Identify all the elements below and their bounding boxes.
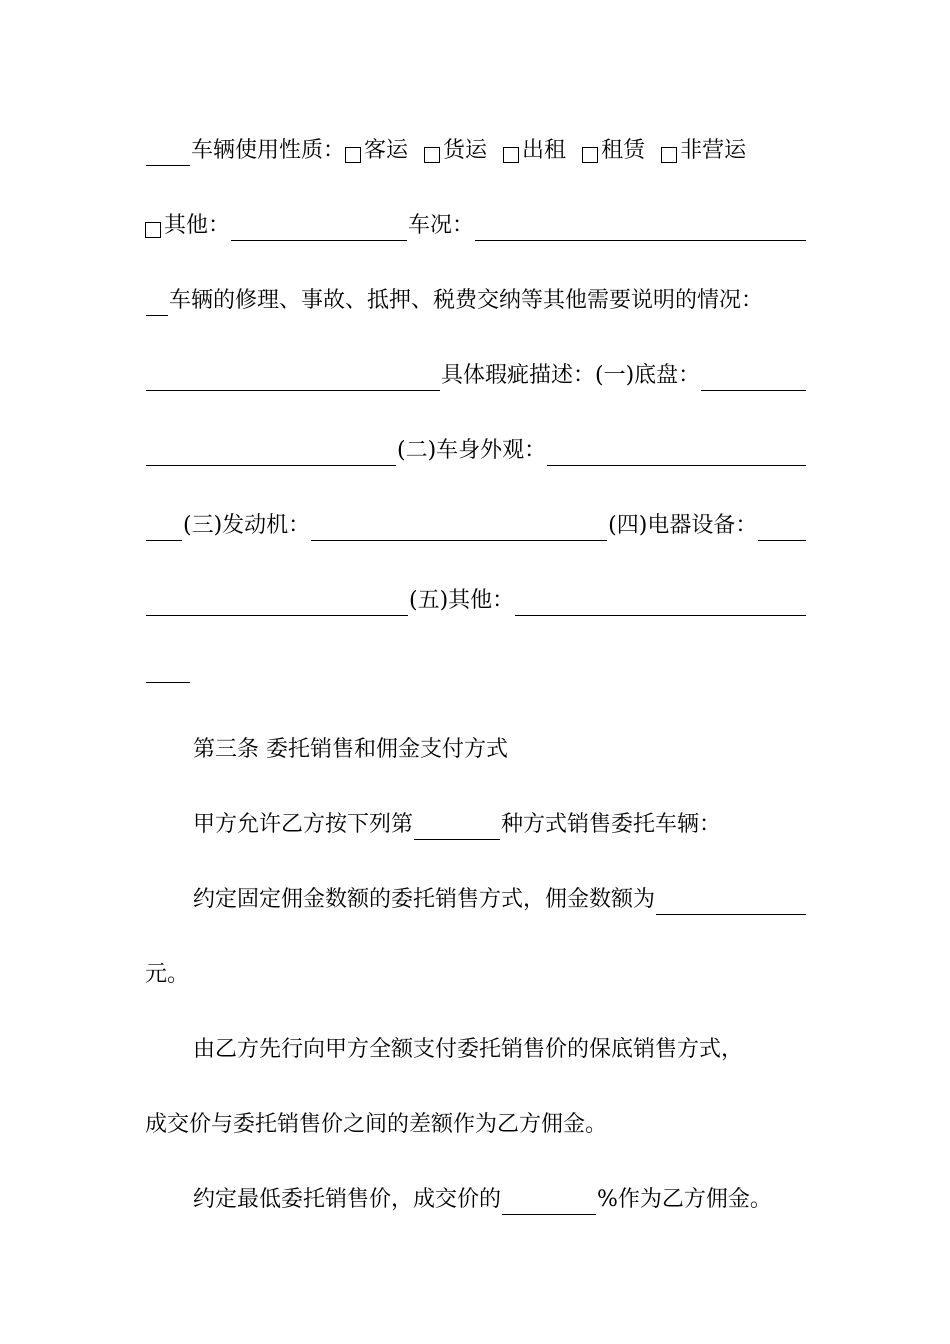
blank-field [146, 143, 190, 166]
checkbox-icon[interactable] [582, 147, 598, 163]
checkbox-icon[interactable] [661, 147, 677, 163]
option-freight: 货运 [443, 138, 488, 163]
blank-field [758, 518, 806, 541]
electric-text: (四)电器设备： [608, 513, 758, 538]
checkbox-icon[interactable] [503, 147, 519, 163]
blank-field [146, 593, 408, 616]
blank-field [231, 218, 407, 241]
other-condition-line [145, 211, 807, 241]
other-label: 其他： [164, 213, 231, 238]
method-pre: 甲方允许乙方按下列第 [193, 812, 414, 837]
yuan-line [145, 960, 807, 990]
article-title: 第三条 委托销售和佣金支付方式 [193, 737, 508, 762]
blank-field [547, 443, 806, 466]
blank-field [146, 518, 182, 541]
body-text: (二)车身外观： [397, 438, 547, 463]
fixed-commission-text: 约定固定佣金数额的委托销售方式，佣金数额为 [193, 887, 656, 912]
engine-text: (三)发动机： [183, 513, 311, 538]
engine-electric-line [145, 511, 807, 541]
method-post: 种方式销售委托车辆： [501, 812, 722, 837]
minimum-price-line [193, 1185, 807, 1215]
option-non-commercial: 非营运 [680, 138, 747, 163]
trailing-blank-line [145, 660, 807, 683]
minimum-price-pre: 约定最低委托销售价，成交价的 [193, 1187, 502, 1212]
usage-label: 车辆使用性质： [191, 138, 346, 163]
checkbox-icon[interactable] [345, 147, 361, 163]
blank-field [146, 443, 396, 466]
other-item-line [145, 586, 807, 616]
repair-line [145, 286, 807, 316]
blank-field [701, 368, 806, 391]
blank-field [515, 593, 806, 616]
difference-text: 成交价与委托销售价之间的差额作为乙方佣金。 [145, 1112, 608, 1137]
repair-text: 车辆的修理、事故、抵押、税费交纳等其他需要说明的情况： [169, 288, 764, 313]
method-line [193, 810, 807, 840]
blank-field [146, 368, 440, 391]
defect-chassis-line [145, 361, 807, 391]
difference-line [145, 1110, 807, 1140]
article-heading [193, 735, 807, 765]
blank-field [146, 293, 168, 316]
body-line [145, 436, 807, 466]
minimum-price-post: %作为乙方佣金。 [597, 1187, 772, 1212]
option-lease: 租赁 [601, 138, 646, 163]
blank-field [502, 1192, 596, 1215]
blank-field [414, 817, 500, 840]
usage-line [145, 136, 807, 166]
guarantee-line [193, 1035, 807, 1065]
guarantee-text: 由乙方先行向甲方全额支付委托销售价的保底销售方式， [193, 1037, 744, 1062]
other-item-text: (五)其他： [409, 588, 515, 613]
blank-field [311, 518, 607, 541]
fixed-commission-line [193, 885, 807, 915]
defect-chassis-text: 具体瑕疵描述：(一)底盘： [441, 363, 701, 388]
checkbox-icon[interactable] [424, 147, 440, 163]
blank-field [146, 660, 190, 683]
condition-label: 车况： [408, 213, 475, 238]
checkbox-icon[interactable] [145, 222, 161, 238]
option-passenger: 客运 [364, 138, 409, 163]
yuan-text: 元。 [145, 962, 190, 987]
blank-field [475, 218, 806, 241]
option-taxi: 出租 [522, 138, 567, 163]
blank-field [656, 892, 806, 915]
